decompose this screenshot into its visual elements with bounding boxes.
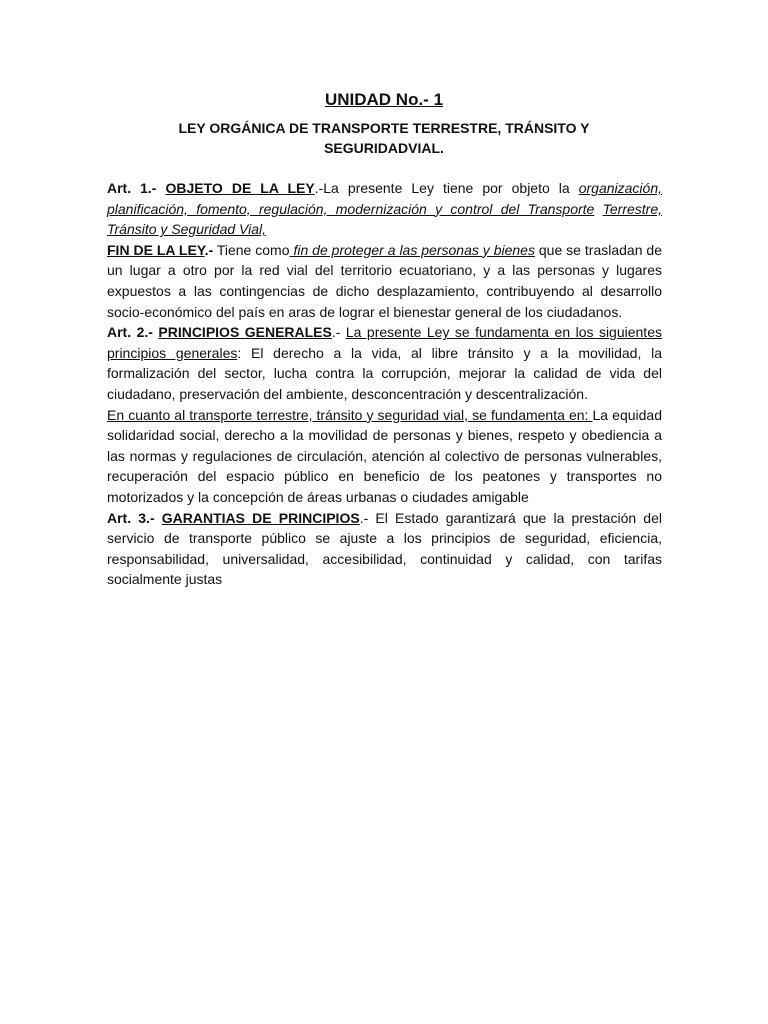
article-2-text: : El derecho a la vida, al libre tránsito y a la movilidad, la formalización del sector, lucha contra la corrupción, mejorar la calidad de vida del ciudadano, preservación del ambiente, desconcentración y descentralización. [107,344,662,402]
law-purpose-text-2: que se trasladan de un lugar a otro por la red vial del territorio ecuatoriano, y a las personas y lugares expuestos a las contingencias de dicho desplazamiento, contribuyendo al desarrollo socio-económico del país en aras de lograr el bienestar general de los ciudadanos. [107,241,662,320]
article-2-heading: PRINCIPIOS GENERALES [158,324,332,341]
article-2-intro: La presente Ley se fundamenta en los siguientes principios generales [107,324,662,361]
document-body [107,178,662,590]
article-1-label: Art. 1.- [107,180,166,196]
article-2-second-intro: En cuanto al transporte terrestre, tránsito y seguridad vial, se fundamenta en: [107,406,593,423]
article-2-continuation [107,405,662,508]
article-2 [107,322,662,404]
law-purpose-heading: FIN DE LA LEY [107,241,205,258]
law-purpose-emphasis: fin de proteger a las personas y bienes [289,241,535,258]
article-3-label: Art. 3.- [107,509,162,526]
unit-title: UNIDAD No.- 1 [324,90,444,109]
article-2-label: Art. 2.- [107,324,159,341]
article-1-object-text-2: Terrestre, Tránsito y Seguridad Vial, [107,200,663,238]
article-2-second-text: La equidad solidaridad social, derecho a la movilidad de personas y bienes, respeto y obediencia a las normas y regulaciones de circulación, atención al colectivo de personas vulnerables, recuperación del espacio público en beneficio de los peatones y transportes no motorizados y la concepción de áreas urbanas o ciudades amigable [107,406,662,505]
article-1 [107,178,662,240]
article-3-suffix: .- [359,509,376,526]
law-purpose-text-1: Tiene como [213,241,290,258]
article-1-object-text: organización, planificación, fomento, regulación, modernización y control del Transporte [107,180,662,217]
article-1-intro: .-La presente Ley tiene por objeto la [314,180,579,196]
article-3-text: El Estado garantizará que la prestación del servicio de transporte público se ajuste a los principios de seguridad, eficiencia, responsabilidad, universalidad, accesibilidad, continuidad y calidad, con tarifas socialmente justas [107,509,662,588]
law-purpose-suffix: .- [204,241,214,258]
article-3-heading: GARANTIAS DE PRINCIPIOS [161,509,360,526]
article-2-suffix: .- [331,324,346,341]
article-1-space [594,201,602,217]
article-1-heading: OBJETO DE LA LEY [165,180,315,196]
article-3 [107,508,662,590]
law-subtitle: LEY ORGÁNICA DE TRANSPORTE TERRESTRE, TRÁNSITO Y SEGURIDADVIAL. [178,120,590,156]
law-purpose-paragraph [107,240,662,322]
